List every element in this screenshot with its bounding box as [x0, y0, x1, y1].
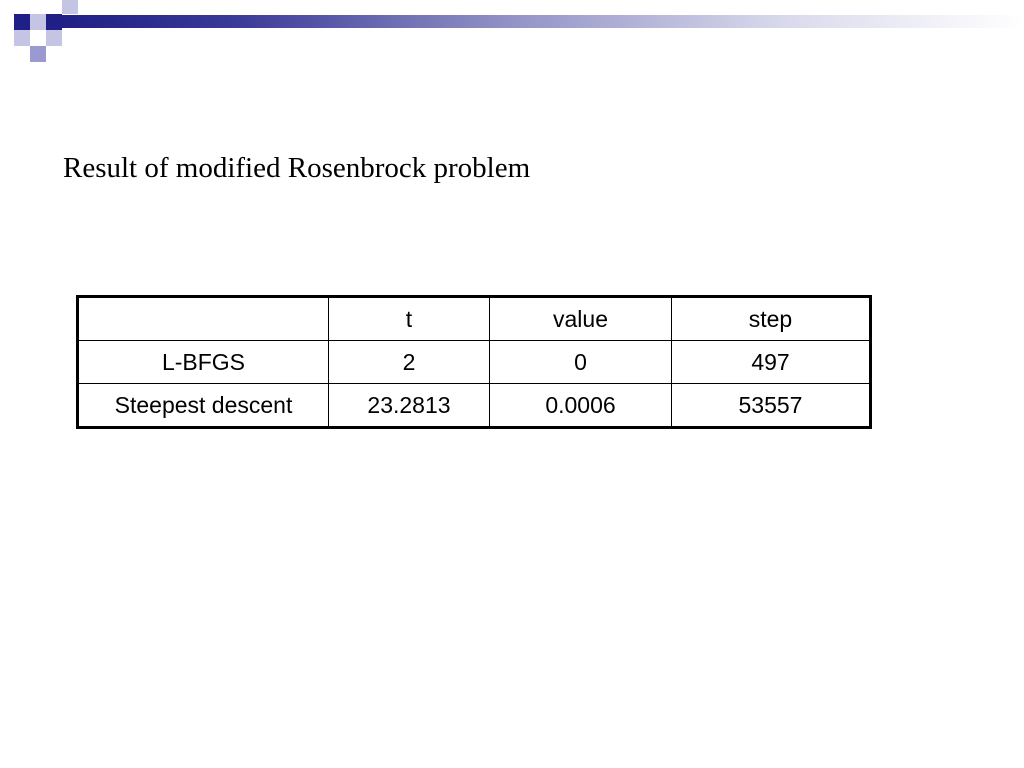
- value-cell: 0.0006: [490, 384, 672, 428]
- table-row: [78, 341, 871, 384]
- deco-square: [62, 0, 78, 14]
- row-label-cell: L-BFGS: [78, 341, 329, 384]
- step-cell: 53557: [672, 384, 871, 428]
- header-cell-empty: [78, 297, 329, 341]
- deco-square: [30, 46, 46, 62]
- row-label-cell: Steepest descent: [78, 384, 329, 428]
- step-cell: 497: [672, 341, 871, 384]
- t-cell: 23.2813: [329, 384, 490, 428]
- header-cell-value: value: [490, 297, 672, 341]
- deco-square: [46, 30, 62, 46]
- deco-square: [46, 14, 62, 30]
- table-header-row: [78, 297, 871, 341]
- header-gradient-bar: [62, 15, 1024, 28]
- value-cell: 0: [490, 341, 672, 384]
- header-cell-step: step: [672, 297, 871, 341]
- header-decoration: [0, 0, 1024, 64]
- deco-square: [14, 30, 30, 46]
- deco-square: [14, 14, 30, 30]
- deco-square: [30, 14, 46, 30]
- slide-title: Result of modified Rosenbrock problem: [63, 152, 531, 184]
- results-table: [76, 295, 872, 429]
- table-row: [78, 384, 871, 428]
- t-cell: 2: [329, 341, 490, 384]
- header-cell-t: t: [329, 297, 490, 341]
